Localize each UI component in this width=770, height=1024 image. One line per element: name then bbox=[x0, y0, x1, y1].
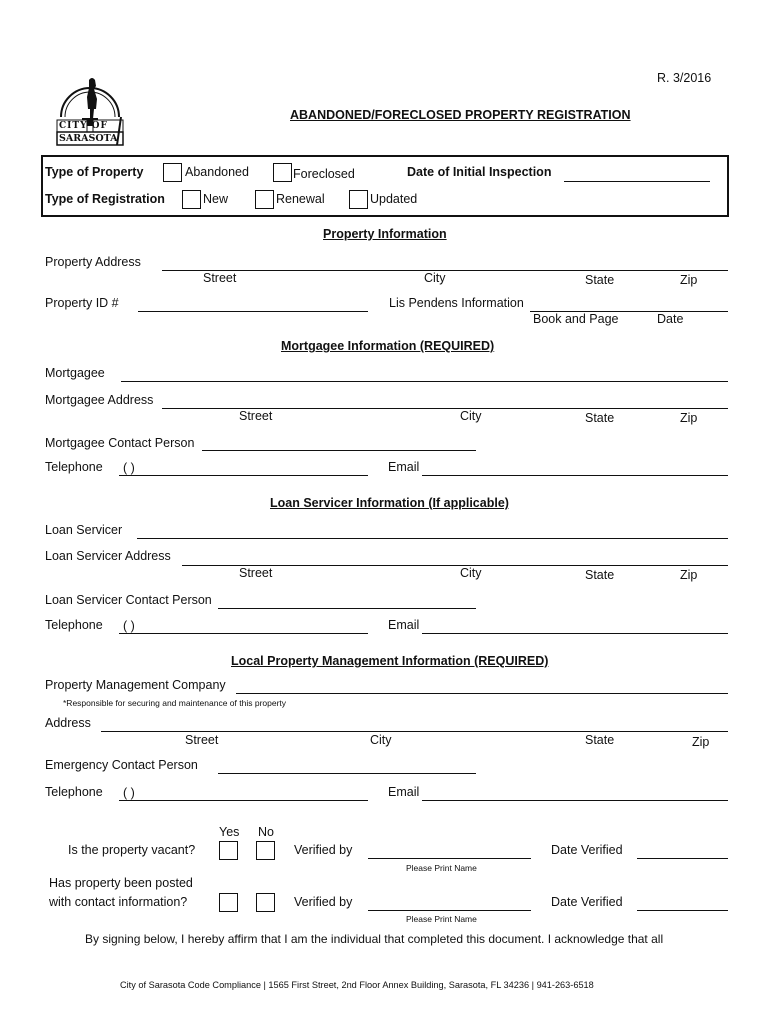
abandoned-checkbox[interactable] bbox=[163, 163, 182, 182]
mgmt-address-field[interactable] bbox=[101, 731, 728, 732]
posted-date-verified-field[interactable] bbox=[637, 910, 728, 911]
mortgagee-contact-field[interactable] bbox=[202, 450, 476, 451]
local-mgmt-heading: Local Property Management Information (REQUIRED) bbox=[231, 654, 549, 668]
loan-servicer-street-caption: Street bbox=[239, 566, 273, 580]
mgmt-address-label: Address bbox=[45, 716, 91, 730]
loan-servicer-email-field[interactable] bbox=[422, 633, 728, 634]
date-initial-inspection-label: Date of Initial Inspection bbox=[407, 165, 552, 179]
posted-date-verified-label: Date Verified bbox=[551, 895, 623, 909]
property-city-caption: City bbox=[424, 271, 446, 285]
loan-servicer-contact-label: Loan Servicer Contact Person bbox=[45, 593, 212, 607]
vacant-yes-checkbox[interactable] bbox=[219, 841, 238, 860]
mortgagee-telephone-label: Telephone bbox=[45, 460, 103, 474]
posted-verified-by-label: Verified by bbox=[294, 895, 353, 909]
date-initial-inspection-field[interactable] bbox=[564, 181, 710, 182]
vacant-verified-by-label: Verified by bbox=[294, 843, 353, 857]
vacant-date-verified-field[interactable] bbox=[637, 858, 728, 859]
posted-question-line2: with contact information? bbox=[49, 895, 188, 909]
renewal-label: Renewal bbox=[276, 192, 325, 206]
updated-label: Updated bbox=[370, 192, 418, 206]
logo-top-text: CITY OF bbox=[59, 121, 108, 131]
loan-servicer-telephone-field[interactable] bbox=[119, 633, 368, 634]
vacant-print-name-caption: Please Print Name bbox=[406, 863, 477, 873]
book-and-page-caption: Book and Page bbox=[533, 312, 619, 326]
mortgagee-contact-label: Mortgagee Contact Person bbox=[45, 436, 195, 450]
mortgagee-email-field[interactable] bbox=[422, 475, 728, 476]
posted-yes-checkbox[interactable] bbox=[219, 893, 238, 912]
mgmt-city-caption: City bbox=[370, 733, 392, 747]
mgmt-email-label: Email bbox=[388, 785, 420, 799]
new-checkbox[interactable] bbox=[182, 190, 201, 209]
foreclosed-checkbox[interactable] bbox=[273, 163, 292, 182]
revision-number: R. 3/2016 bbox=[657, 71, 712, 85]
posted-question-line1: Has property been posted bbox=[49, 876, 193, 890]
loan-servicer-label: Loan Servicer bbox=[45, 523, 123, 537]
loan-servicer-phone-parens: ( ) bbox=[123, 619, 135, 633]
loan-servicer-field[interactable] bbox=[137, 538, 728, 539]
vacant-date-verified-label: Date Verified bbox=[551, 843, 623, 857]
property-zip-caption: Zip bbox=[680, 273, 698, 287]
responsible-note: *Responsible for securing and maintenance of this property bbox=[63, 698, 287, 708]
vacant-no-checkbox[interactable] bbox=[256, 841, 275, 860]
emergency-contact-label: Emergency Contact Person bbox=[45, 758, 198, 772]
loan-servicer-address-label: Loan Servicer Address bbox=[45, 549, 171, 563]
mortgagee-state-caption: State bbox=[585, 411, 615, 425]
vacant-question: Is the property vacant? bbox=[68, 843, 196, 857]
type-of-property-label: Type of Property bbox=[45, 165, 144, 179]
mortgagee-telephone-field[interactable] bbox=[119, 475, 368, 476]
no-column-label: No bbox=[258, 825, 274, 839]
property-info-heading: Property Information bbox=[323, 227, 447, 241]
posted-print-name-caption: Please Print Name bbox=[406, 914, 477, 924]
property-street-caption: Street bbox=[203, 271, 237, 285]
renewal-checkbox[interactable] bbox=[255, 190, 274, 209]
loan-servicer-city-caption: City bbox=[460, 566, 482, 580]
type-selection-box bbox=[41, 155, 729, 217]
mortgagee-field[interactable] bbox=[121, 381, 728, 382]
mgmt-email-field[interactable] bbox=[422, 800, 728, 801]
logo-bottom-text: SARASOTA bbox=[59, 133, 118, 144]
posted-verified-by-field[interactable] bbox=[368, 910, 531, 911]
mgmt-street-caption: Street bbox=[185, 733, 219, 747]
mortgagee-street-caption: Street bbox=[239, 409, 273, 423]
property-id-field[interactable] bbox=[138, 311, 368, 312]
mortgagee-address-label: Mortgagee Address bbox=[45, 393, 154, 407]
mortgagee-info-heading: Mortgagee Information (REQUIRED) bbox=[281, 339, 495, 353]
footer-text: City of Sarasota Code Compliance | 1565 First Street, 2nd Floor Annex Building, Sarasota, FL 34236 | 941-263-6518 bbox=[120, 980, 594, 990]
new-label: New bbox=[203, 192, 229, 206]
property-state-caption: State bbox=[585, 273, 615, 287]
mortgagee-email-label: Email bbox=[388, 460, 420, 474]
mgmt-zip-caption: Zip bbox=[692, 735, 710, 749]
property-id-label: Property ID # bbox=[45, 296, 119, 310]
affirmation-text: By signing below, I hereby affirm that I am the individual that completed this document. I acknowledge that all bbox=[85, 932, 664, 946]
mortgagee-phone-parens: ( ) bbox=[123, 461, 135, 475]
posted-no-checkbox[interactable] bbox=[256, 893, 275, 912]
yes-column-label: Yes bbox=[219, 825, 240, 839]
loan-servicer-contact-field[interactable] bbox=[218, 608, 476, 609]
mgmt-phone-parens: ( ) bbox=[123, 786, 135, 800]
vacant-verified-by-field[interactable] bbox=[368, 858, 531, 859]
city-seal-logo bbox=[55, 72, 125, 150]
property-address-label: Property Address bbox=[45, 255, 141, 269]
lis-pendens-date-caption: Date bbox=[657, 312, 684, 326]
form-title: ABANDONED/FORECLOSED PROPERTY REGISTRATION bbox=[290, 108, 631, 122]
mortgagee-label: Mortgagee bbox=[45, 366, 105, 380]
property-mgmt-company-label: Property Management Company bbox=[45, 678, 226, 692]
emergency-contact-field[interactable] bbox=[218, 773, 476, 774]
loan-servicer-email-label: Email bbox=[388, 618, 420, 632]
mgmt-telephone-label: Telephone bbox=[45, 785, 103, 799]
mortgagee-zip-caption: Zip bbox=[680, 411, 698, 425]
loan-servicer-zip-caption: Zip bbox=[680, 568, 698, 582]
mgmt-telephone-field[interactable] bbox=[119, 800, 368, 801]
lis-pendens-label: Lis Pendens Information bbox=[389, 296, 524, 310]
abandoned-label: Abandoned bbox=[185, 165, 249, 179]
type-of-registration-label: Type of Registration bbox=[45, 192, 165, 206]
mortgagee-city-caption: City bbox=[460, 409, 482, 423]
updated-checkbox[interactable] bbox=[349, 190, 368, 209]
mgmt-state-caption: State bbox=[585, 733, 615, 747]
loan-servicer-heading: Loan Servicer Information (If applicable) bbox=[270, 496, 509, 510]
property-mgmt-company-field[interactable] bbox=[236, 693, 728, 694]
foreclosed-label: Foreclosed bbox=[293, 167, 355, 181]
loan-servicer-state-caption: State bbox=[585, 568, 615, 582]
loan-servicer-telephone-label: Telephone bbox=[45, 618, 103, 632]
